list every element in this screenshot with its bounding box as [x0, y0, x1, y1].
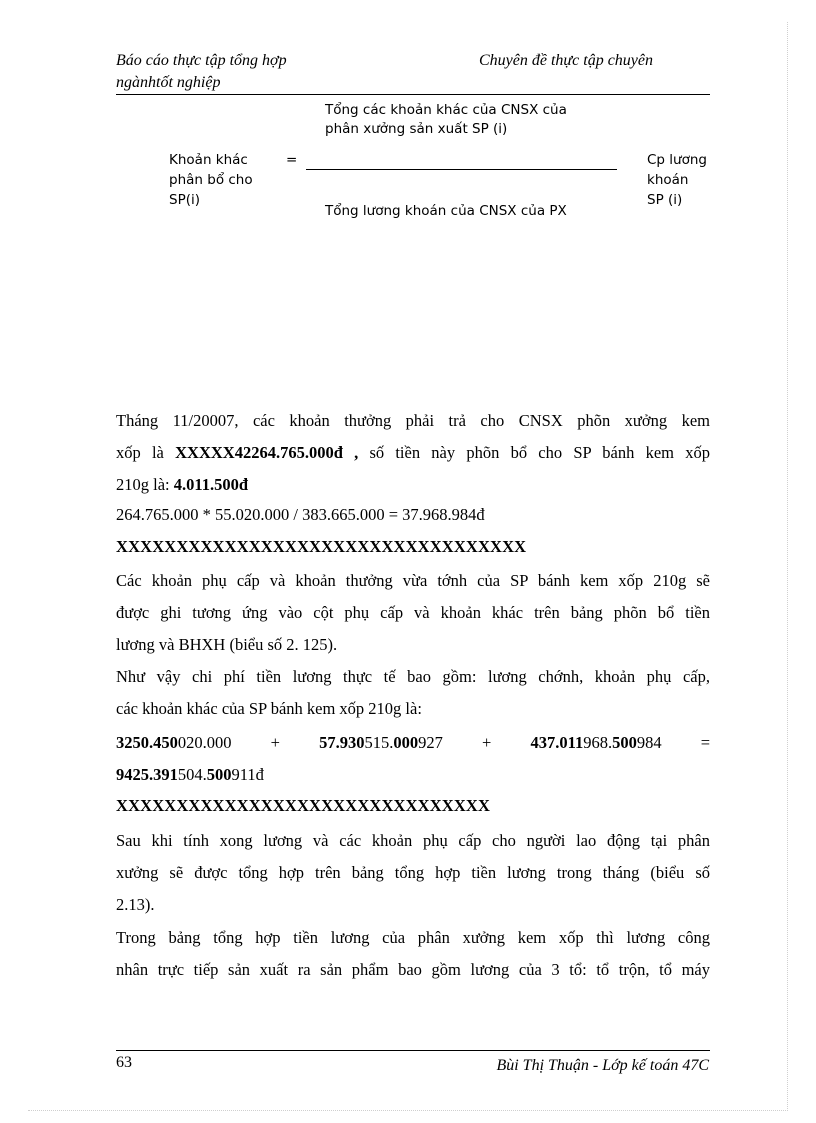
sum-term3-d: 984 — [636, 733, 662, 752]
sum-term2-c: 000 — [393, 733, 419, 752]
header-right: Chuyên đề thực tập chuyên — [479, 52, 653, 69]
p2-line3: lương và BHXH (biểu số 2. 125). — [116, 635, 338, 654]
p3-line1: Như vậy chi phí tiền lương thực tế bao gồm: lương chớnh, khoản phụ cấp, — [116, 667, 710, 686]
x-line-2: XXXXXXXXXXXXXXXXXXXXXXXXXXXXXXX — [116, 796, 491, 815]
formula-lhs-line3: SP(i) — [169, 192, 200, 208]
x-line-1: XXXXXXXXXXXXXXXXXXXXXXXXXXXXXXXXXX — [116, 537, 527, 556]
sum-equals: = — [700, 733, 711, 752]
page-number: 63 — [116, 1054, 132, 1071]
sum-plus-1: + — [270, 733, 280, 752]
sum-term2-d: 927 — [418, 733, 443, 752]
page-edge-bottom — [28, 1110, 788, 1111]
p1-line2 — [116, 437, 710, 469]
p1-line3-pre: 210g là: — [116, 475, 174, 494]
p5-line2: nhân trực tiếp sản xuất ra sản phẩm bao gồm lương của 3 tổ: tổ trộn, tổ máy — [116, 960, 710, 979]
sum-term3-c: 500 — [612, 733, 637, 752]
p2-line2: được ghi tương ứng vào cột phụ cấp và khoản khác trên bảng phõn bổ tiền — [116, 603, 710, 622]
header-rule — [116, 94, 710, 95]
calc-line: 264.765.000 * 55.020.000 / 383.665.000 = 37.968.984đ — [116, 505, 485, 524]
sum-result — [116, 759, 710, 791]
formula-numerator-line2: phân xưởng sản xuất SP (i) — [325, 121, 508, 137]
p1-line2-pre: xốp là — [116, 443, 176, 462]
p2-line1: Các khoản phụ cấp và khoản thưởng vừa tớnh của SP bánh kem xốp 210g sẽ — [116, 571, 710, 590]
formula-lhs-line1: Khoản khác — [169, 152, 248, 168]
formula-rhs-line3: SP (i) — [647, 192, 683, 208]
sum-line — [116, 727, 710, 759]
sum-term2-a: 57.930 — [319, 733, 365, 752]
sum-term1-c: 020.000 — [177, 733, 232, 752]
sum-result-a: 94 — [116, 765, 133, 784]
formula-lhs-line2: phân bổ cho — [169, 172, 253, 188]
sum-result-c: 504. — [177, 765, 207, 784]
formula-numerator-line1: Tổng các khoản khác của CNSX của — [325, 102, 567, 118]
sum-term2-b: 515. — [364, 733, 394, 752]
p4-line2: xưởng sẽ được tổng hợp trên bảng tổng hợp tiền lương trong tháng (biểu số — [116, 863, 710, 882]
formula-equals: = — [286, 152, 298, 168]
p1-amount: XXXXX42264.765.000đ , — [175, 443, 359, 462]
sum-result-d: 500 — [206, 765, 232, 784]
sum-result-e: 911đ — [231, 765, 264, 784]
p1-line2-post: số tiền này phõn bổ cho SP bánh kem xốp — [358, 443, 710, 462]
p1-allocated-amount: 4.011.500đ — [173, 475, 249, 494]
page-edge-right — [787, 22, 788, 1111]
fraction-bar — [306, 169, 617, 170]
sum-plus-2: + — [482, 733, 492, 752]
sum-term1-b: 50.450 — [132, 733, 178, 752]
sum-term1-a: 32 — [116, 733, 133, 752]
formula-rhs-line1: Cp lương — [647, 152, 707, 168]
header-left-line2: ngànhtốt nghiệp — [116, 74, 221, 91]
sum-term3-a: 437.011 — [530, 733, 584, 752]
p3-line2: các khoản khác của SP bánh kem xốp 210g là: — [116, 699, 422, 718]
footer-author: Bùi Thị Thuận - Lớp kế toán 47C — [496, 1057, 709, 1074]
p1-line1: Tháng 11/20007, các khoản thưởng phải trả cho CNSX phõn xưởng kem — [116, 411, 710, 430]
p4-line1: Sau khi tính xong lương và các khoản phụ cấp cho người lao động tại phân — [116, 831, 710, 850]
header-left-line1: Báo cáo thực tập tổng hợp — [116, 52, 287, 69]
formula-rhs-line2: khoán — [647, 172, 689, 188]
sum-result-b: 25.391 — [132, 765, 178, 784]
p4-line3: 2.13). — [116, 895, 155, 914]
p5-line1: Trong bảng tổng hợp tiền lương của phân xưởng kem xốp thì lương công — [116, 928, 710, 947]
footer-rule — [116, 1050, 710, 1051]
formula-denominator: Tổng lương khoán của CNSX của PX — [325, 203, 567, 219]
p1-line3 — [116, 469, 710, 501]
sum-term3-b: 968. — [583, 733, 613, 752]
